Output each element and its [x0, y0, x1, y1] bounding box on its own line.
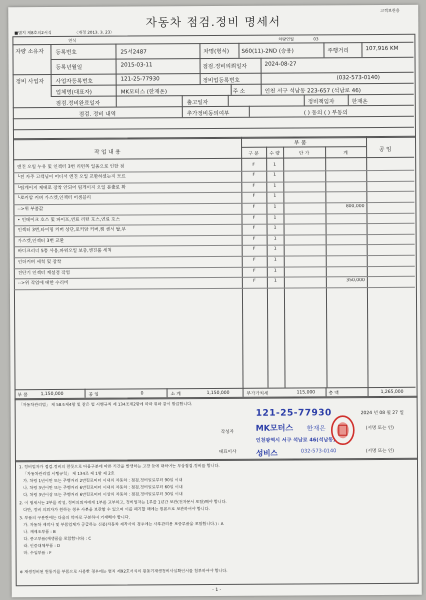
row-amount: 800,000 [345, 203, 365, 210]
vat-value: 115,000 [296, 390, 316, 396]
company-label: 업체명(대표자) [55, 89, 92, 96]
company-seal-icon [329, 413, 357, 447]
address-value: 인천 서구 석남동 223-657 (석남로 46) [264, 88, 361, 95]
biz-reg-label: 정비업등록번호 [202, 77, 240, 85]
row-kind: F [252, 183, 256, 189]
row-qty: 1 [273, 257, 277, 263]
row-description: -->위 작업에 대한 수리비 [17, 280, 69, 287]
done-date-label: 점검.정비완료일자 [55, 100, 101, 107]
reg-no-value: 25서2487 [120, 49, 147, 56]
rep-label: 대표이사 [218, 449, 237, 455]
row-description: 가스켓,인젝터 3번 교환 [17, 238, 64, 244]
extra-label: 추가정비동의여부 [186, 110, 230, 118]
note-1d: 다. 차령 3년이상 또는 주행거리 6만킬로미터 이상의 자동차 : 점검.정비일로부터 30일 이내 [23, 491, 183, 498]
mileage-label: 주행거리 [327, 48, 349, 55]
person-value: 한재온 [351, 99, 368, 106]
row-qty: 1 [273, 172, 277, 178]
serial-label: 연식 [68, 37, 77, 43]
inspection-no-label: 차량연월 [278, 36, 294, 42]
page-number: - 1 - [212, 587, 222, 594]
biz-no-value: 121-25-77930 [120, 76, 160, 83]
row-description: 진단기 인젝터 재설정 작업 [17, 270, 70, 276]
items-label: 점검. 정비 내역 [78, 111, 117, 118]
business-label: 정비 사업자 [15, 79, 45, 86]
row-kind: F [252, 162, 255, 168]
parts-header: 부 품 [294, 140, 307, 147]
note-3b: 나. 재제조부품 : B [23, 528, 56, 535]
repair-date-label: 점검.정비의뢰일자 [202, 63, 247, 71]
total-sum-label: 소 계 [170, 392, 181, 398]
stamp-rep-name: 성비스 [255, 448, 278, 458]
row-qty: 1 [273, 246, 277, 252]
row-kind: F [252, 225, 256, 231]
note-2: 2. 이 명세서는 2부를 작성, 정비의뢰자에게 1부를 교부하고, 정비업자는 1부를 1년간 보관(전자문서 포함)해야 합니다. [19, 498, 227, 506]
row-qty: 1 [273, 236, 277, 242]
note-1: 1. 정비업자가 점검.정비의 잘못으로 다음구분에 따른 기간을 발생하는 고장 등에 대하여는 무상점검.정비를 합니다. [18, 462, 220, 470]
phone-value: (032-573-0140) [336, 74, 380, 82]
row-amount: 350,000 [346, 278, 365, 284]
row-qty: 1 [273, 278, 277, 284]
row-kind: F [252, 247, 256, 253]
row-description: └로커암 커버 가스켓,인젝터 어셈블리 [17, 196, 92, 202]
note-3c: 다. 중고부품(재생품을 포함합니다) : C [23, 535, 92, 542]
note-2b: 다만, 정비 의뢰자가 원하는 경우 사본을 보관할 수 있으며 이를 폐기할 때에는 원본으로 보관하여야 합니다. [23, 506, 210, 513]
sub-header-qty: 수 량 [269, 151, 280, 157]
row-qty: 1 [273, 268, 277, 274]
reg-date-label: 등록년월일 [55, 64, 83, 71]
row-description: 엔진 오일 누유 및 인젝터 3번 리턴쪽 일옴으로 인한 점 [17, 164, 125, 170]
total-parts-value: 1,150,000 [40, 391, 64, 398]
note-3d: 라. 인증대체부품 : D [23, 542, 61, 549]
sub-header-kind: 구 분 [248, 151, 259, 157]
grand-total-label: 총 액 [328, 391, 339, 397]
vat-label: 부가가치세 [246, 391, 269, 397]
row-qty: 1 [273, 204, 277, 210]
issue-date: 2024 년 08 월 27 일 [360, 410, 404, 417]
model-value: S60(11)-2ND (승용) [241, 48, 294, 55]
row-description: 언더커버 세척 및 장착 [17, 259, 62, 266]
total-sum-value: 1,150,000 [206, 390, 230, 397]
biz-no-label: 사업자등록번호 [55, 78, 93, 85]
company-value: MK모터스 (한재온) [120, 89, 168, 96]
form-amendment: 〈개정 2013. 3. 23〉 [74, 29, 115, 35]
address-label: 주 소 [232, 88, 246, 95]
row-qty: 1 [273, 183, 277, 189]
total-labor-label: 공 임 [88, 392, 99, 398]
sub-header-amount: 계 [343, 151, 348, 157]
stamp-owner-handwriting: 한재은 [306, 424, 326, 433]
row-kind: F [252, 172, 256, 178]
form-code: ■별지 제8호의2서식 [14, 29, 52, 36]
row-description: -->위 부품값 [17, 206, 44, 213]
repair-date-value: 2024-08-27 [264, 61, 297, 68]
stamp-address: 인천광역시 서구 석남로 46(석남동) [255, 437, 336, 444]
model-label: 차명(형식) [203, 48, 230, 56]
grand-total-value: 1,265,000 [380, 389, 404, 395]
row-kind: F [252, 215, 256, 221]
row-description: └전 자주 고객님이 어디서 엔진 오일 교환하셨는지 모르 [17, 174, 126, 181]
labor-header: 공 임 [379, 146, 392, 153]
total-parts-label: 부 품 [17, 393, 28, 399]
row-kind: F [252, 257, 256, 263]
copy-label: 고객보관용 [380, 7, 400, 13]
note-3: 3. 부품의 구분란에는 다음의 약자로 구분하여 기재해야 합니다. [19, 514, 130, 521]
row-description: 인젝터 3번,타이밍 커버 상단,로커암 커버,캠 센서 탈,부 [17, 227, 127, 234]
row-kind: F [253, 278, 256, 284]
work-header: 작 업 내 용 [94, 149, 121, 156]
note-3e: 마. 수입부품 : F [23, 550, 52, 556]
row-qty: 1 [273, 193, 277, 199]
row-kind: F [252, 236, 256, 242]
legal-statement: 「자동차관리법」 제 58조제4항 및 같은 법 시행규칙 제 134조제2항에 따라 위와 같이 발급합니다. [18, 401, 193, 408]
inspection-no-value: 03 [313, 36, 319, 42]
release-date-label: 출고일자 [186, 100, 209, 107]
writer-label: 작성자 [220, 429, 234, 435]
note-3a: 가. 자동차 제작사 및 부품업체가 공급하는 신품(자동차 제작사의 경우에는 사후관리용 보증부품을 포함합니다.) : A [23, 520, 224, 528]
row-description: • 인테이크 호스 및 파이프,연료 리턴 호스,연료 호스 [17, 217, 120, 223]
row-description: 바디크리너 5통 사용,파워오일 보충,엔진룸 세척 [17, 248, 112, 255]
mileage-value: 107,916 KM [365, 45, 399, 53]
row-kind: F [252, 194, 256, 200]
sub-header-unit: 단 가 [299, 151, 310, 157]
row-qty: 1 [273, 215, 277, 221]
person-label: 정비책임자 [307, 99, 335, 106]
note-1a: 「자동차관리법 시행규칙」 제 134조 제 1항 제 2호 [23, 470, 115, 477]
writer-sign-hint: (서명 또는 인) [365, 425, 394, 432]
stamp-phone-handwriting: 032-573-0140 [300, 448, 337, 455]
document-title: 자동차 점검.정비 명세서 [145, 14, 281, 30]
consent-value: ( ) 동의 ( ) 부동의 [303, 110, 348, 117]
note-1b: 가. 차령 1년이만 또는 주행거리 2만킬로미터 이내의 자동차 : 점검.정비일로부터 90일 이내 [23, 477, 183, 484]
reg-no-label: 등록번호 [55, 49, 77, 56]
row-qty: 1 [273, 225, 277, 231]
document-sheet [8, 5, 422, 597]
row-description: └팁게이지 제대로 장착 안되어 팁게이지 오일 분출로 확 [17, 185, 126, 191]
rep-sign-hint: (서명 또는 인) [365, 448, 395, 455]
stamp-biz-no: 121-25-77930 [255, 408, 332, 419]
reg-date-value: 2015-03-11 [120, 62, 153, 69]
stamp-name: MK모터스 [255, 423, 294, 433]
row-kind: F [253, 268, 256, 274]
row-kind: F [252, 204, 256, 210]
vehicle-owner-label: 자량 소유자 [15, 49, 44, 56]
total-labor-value: 0 [140, 391, 144, 397]
note-1c: 나. 차령 3년이만 또는 주행거리 6만킬로미터 이내의 자동차 : 점검.정비일로부터 60일 이내 [23, 484, 183, 491]
row-qty: 1 [273, 162, 277, 168]
note-4: ※ 재생정비된 원동기를 부품으로 사용한 경우에는 별지 제92호서식의 원동기재생정비사실확인서를 첨부하여야 합니다. [19, 567, 228, 575]
